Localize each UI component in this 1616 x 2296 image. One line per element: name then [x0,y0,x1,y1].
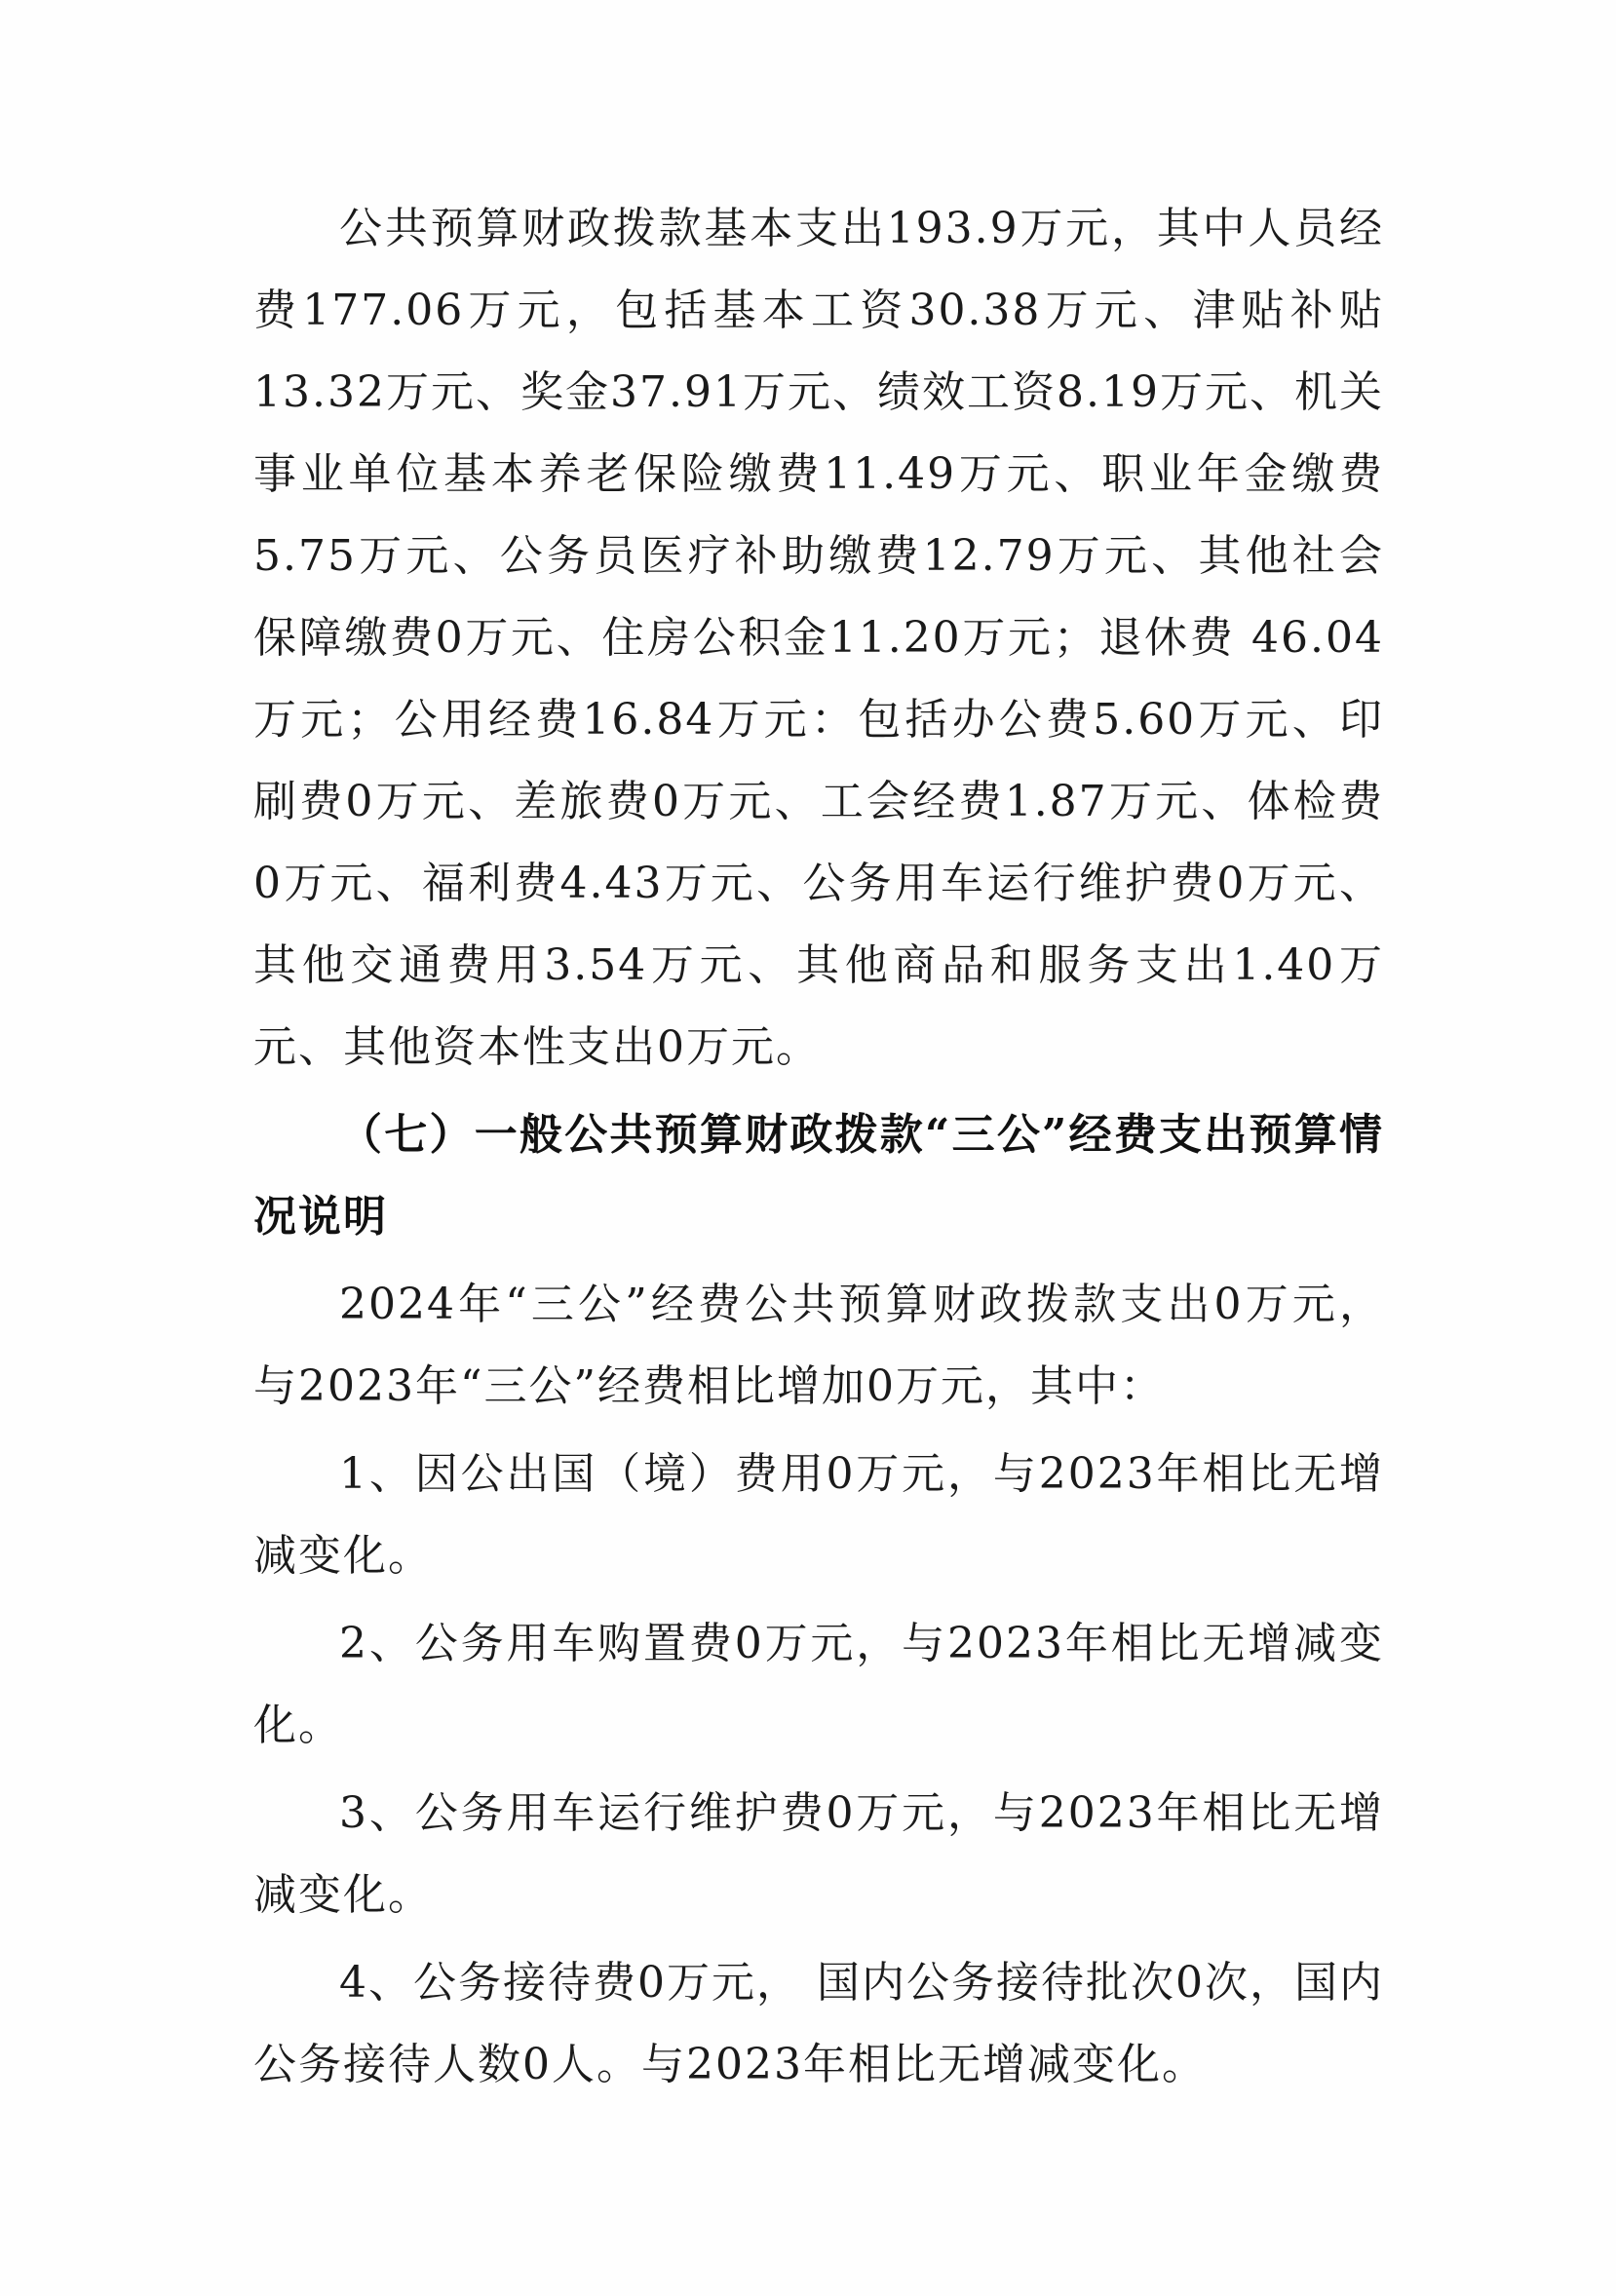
paragraph-official-reception: 4、公务接待费0万元， 国内公务接待批次0次，国内公务接待人数0人。与2023年相比无增减变化。 [253,1958,1384,2089]
paragraph-three-public-total: 2024年“三公”经费公共预算财政拨款支出0万元，与2023年“三公”经费相比增加0万元，其中： [253,1280,1384,1411]
paragraph-overseas-travel: 1、因公出国（境）费用0万元，与2023年相比无增减变化。 [253,1449,1384,1581]
document-body [253,188,1384,2106]
paragraph-vehicle-purchase: 2、公务用车购置费0万元，与2023年相比无增减变化。 [253,1619,1384,1750]
section-heading: （七）一般公共预算财政拨款“三公”经费支出预算情况说明 [253,1110,1384,1242]
paragraph-basic-expenditure: 公共预算财政拨款基本支出193.9万元，其中人员经费177.06万元，包括基本工资30.38万元、津贴补贴13.32万元、奖金37.91万元、绩效工资8.19万元、机关事业单位基本养老保险缴费11.49万元、职业年金缴费5.75万元、公务员医疗补助缴费12.79万元、其他社会保障缴费0万元、住房公积金11.20万元；退休费 46.04万元；公用经费16.84万元：包括办公费5.60万元、印刷费0万元、差旅费0万元、工会经费1.87万元、体检费0万元、福利费4.43万元、公务用车运行维护费0万元、其他交通费用3.54万元、其他商品和服务支出1.40万元、其他资本性支出0万元。 [253,204,1384,1072]
paragraph-vehicle-operation: 3、公务用车运行维护费0万元，与2023年相比无增减变化。 [253,1788,1384,1920]
